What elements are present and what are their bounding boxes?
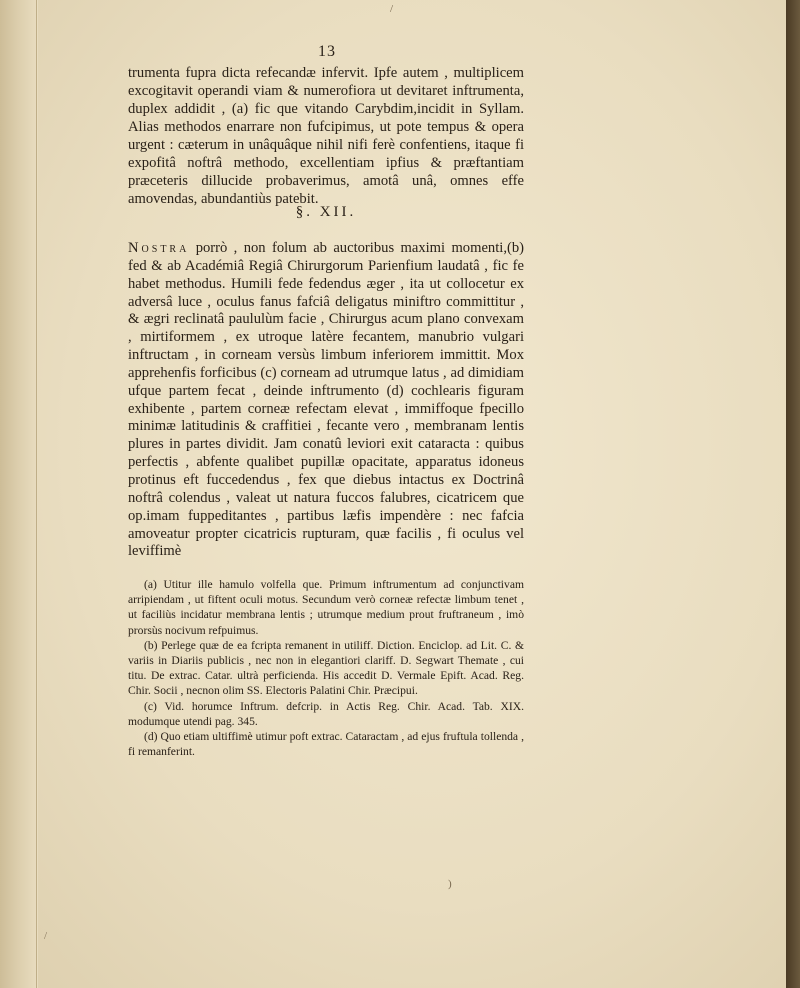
paragraph-2-lead-word: Nostra — [128, 240, 190, 256]
footnote-d: (d) Quo etiam ultiffimè utimur poft extrac. Cataractam , ad ejus fruftula tollenda , fi remanferint. — [128, 730, 524, 759]
paragraph-methodus — [128, 240, 524, 561]
paragraph-2-text — [128, 240, 524, 561]
footnote-a: (a) Utitur ille hamulo volfella que. Primum inftrumentum ad conjunctivam arripiendam , ut fiftent oculi motus. Secundum verò corneæ refectæ limbum tenet , ut faciliùs incidatur membrana lentis ; utrumque medium prout fruftraneum , imò prorsùs nocivum refpuimus. — [128, 578, 524, 637]
page-gutter — [0, 0, 38, 988]
margin-mark-top: / — [390, 3, 394, 15]
page-number: 13 — [318, 43, 336, 60]
footnote-c: (c) Vid. horumce Inftrum. defcrip. in Actis Reg. Chir. Acad. Tab. XIX. modumque utendi pag. 345. — [128, 699, 524, 728]
section-heading: §. XII. — [295, 204, 357, 220]
margin-mark-bottom-center: ) — [448, 878, 452, 890]
paragraph-continuation — [128, 64, 524, 208]
paragraph-1-text: trumenta fupra dicta refecandæ infervit. Ipfe autem , multiplicem excogitavit operandi viam & numerofiora ut devitaret inftrumenta, duplex addidit , (a) fic que vitando Carybdim,incidit in Syllam. Alias methodos enarrare non fufcipimus, ut pote tempus & opera urgent : cæterum in unâquâque nihil nifi ferè confentiens, itaque fi expofitâ noftrâ methodo, excellentiam ipfius & præftantiam præceteris dillucide probaverimus, amotâ unâ, omnes effe amovendas, abundantiùs patebit. — [128, 65, 524, 208]
footnotes — [128, 577, 524, 759]
margin-mark-bottom-left: / — [44, 930, 48, 942]
footnote-b: (b) Perlege quæ de ea fcripta remanent in utiliff. Diction. Enciclop. ad Lit. C. & variis in Diariis publicis , nec non in elegantiori clariff. D. Segwart Themate , cui titu. De extrac. Catar. ultrà perficienda. His accedit D. Vermale Epift. Acad. Reg. Chir. Socii , necnon olim SS. Electoris Palatini Chir. Præcipui. — [128, 638, 524, 698]
book-edge — [786, 0, 800, 988]
gutter-line — [36, 0, 37, 988]
paragraph-2-body: porrò , non folum ab auctoribus maximi momenti,(b) fed & ab Académiâ Regiâ Chirurgorum Parienfium laudatâ , fic fe habet methodus. Humili fede fedendus æger , ita ut collocetur ex adversâ luce , oculus fanus fafciâ deligatus miniftro committitur , & ægri reclinatâ paululùm facie , Chirurgus acum plano convexam , mirtiformem , ex utroque latère fecantem, manubrio vulgari inftructam , in corneam versùs limbum inferiorem immittit. Mox apprehenfis forficibus (c) corneam ad utrumque latus , ad dimidiam ufque partem fecat , deinde inftrumento (d) cochlearis figuram exhibente , partem corneæ refectam elevat , immiffoque fpecillo minimæ latitudinis & craffitiei , fecante vero , membranam lentis plures in partes dividit. Jam conatû leviori exit cataracta : quibus perfectis , abfente qualibet pupillæ opacitate, apparatus idoneus protinus eft fuccedendus , fex que diebus intactus ex Doctrinâ noftrâ colendus , valeat ut natura fuccos falubres, cicatricem que op.imam fuppeditantes , partibus læfis impendère : nec fafcia amoveatur propter cicatricis rupturam, quæ facilis , fi oculus vel leviffimè — [128, 240, 524, 560]
